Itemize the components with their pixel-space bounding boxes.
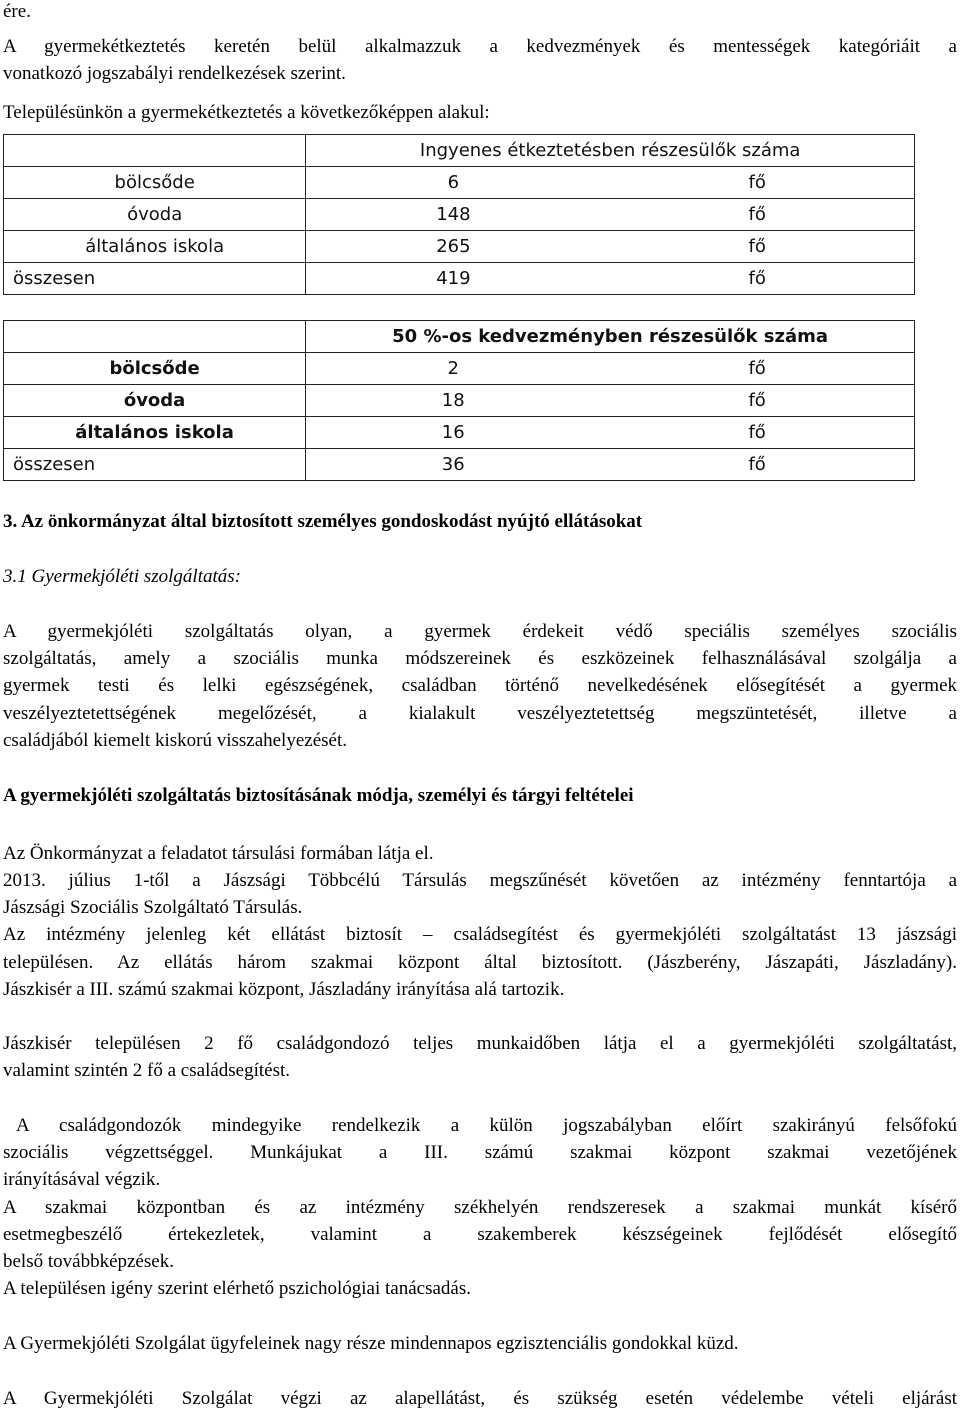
table-corner-cell [4,321,306,353]
paragraph-line: szociális végzettséggel. Munkájukat a III. számú szakmai központ szakmai vezetőjének [3,1142,957,1163]
paragraph-line: gyermek testi és lelki egészségének, családban történő nevelkedésének elősegítését a gyermek [3,675,957,696]
row-label: bölcsőde [4,353,306,385]
table-row [4,417,915,449]
paragraph-line: Az intézmény jelenleg két ellátást biztosít – családsegítést és gyermekjóléti szolgáltatást 13 jászsági [3,924,957,945]
paragraph-line: veszélyeztetettségének megelőzését, a kialakult veszélyeztetettség megszüntetését, illetve a [3,703,957,724]
paragraph-line: családjából kiemelt kiskorú visszahelyezését. [3,730,347,751]
paragraph-line: esetmegbeszélő értekezletek, valamint a szakemberek készségeinek fejlődését elősegítő [3,1224,957,1245]
paragraph-line: belső továbbképzések. [3,1251,174,1272]
table-total-row [4,263,915,295]
total-label: összesen [4,449,306,481]
row-label: óvoda [4,385,306,417]
paragraph-line: Településünkön a gyermekétkeztetés a következőképpen alakul: [3,102,490,123]
row-unit: fő [600,167,914,199]
table-header: 50 %-os kedvezményben részesülők száma [306,321,915,353]
paragraph-line: A Gyermekjóléti Szolgálat végzi az alapellátást, és szükség esetén védelembe vételi eljárást [3,1388,957,1409]
row-unit: fő [600,385,914,417]
total-label: összesen [4,263,306,295]
table-corner-cell [4,135,306,167]
total-value: 36 [306,449,601,481]
paragraph-line: A szakmai központban és az intézmény székhelyén rendszeresek a szakmai munkát kísérő [3,1197,957,1218]
table-row [4,199,915,231]
text-fragment: ére. [3,1,31,22]
table-header: Ingyenes étkeztetésben részesülők száma [306,135,915,167]
row-value: 148 [306,199,601,231]
paragraph-line: Az Önkormányzat a feladatot társulási formában látja el. [3,843,434,864]
table-total-row [4,449,915,481]
row-value: 265 [306,231,601,263]
section-heading: 3. Az önkormányzat által biztosított személyes gondoskodást nyújtó ellátásokat [3,511,643,532]
paragraph-line: Jászkisér településen 2 fő családgondozó teljes munkaidőben látja el a gyermekjóléti szolgáltatást, [3,1033,957,1054]
total-value: 419 [306,263,601,295]
paragraph-line: településen. Az ellátás három szakmai központ által biztosított. (Jászberény, Jászapáti, Jászladány). [3,952,957,973]
paragraph-line: A településen igény szerint elérhető pszichológiai tanácsadás. [3,1278,471,1299]
row-value: 18 [306,385,601,417]
row-unit: fő [600,231,914,263]
paragraph-line: Jászsági Szociális Szolgáltató Társulás. [3,897,303,918]
paragraph-line: Jászkisér a III. számú szakmai központ, Jászladány irányítása alá tartozik. [3,979,565,1000]
table-row [4,231,915,263]
table-row [4,353,915,385]
row-value: 16 [306,417,601,449]
paragraph-line: A Gyermekjóléti Szolgálat ügyfeleinek nagy része mindennapos egzisztenciális gondokkal küzd. [3,1333,739,1354]
paragraph-line: A gyermekjóléti szolgáltatás olyan, a gyermek érdekeit védő speciális személyes szociális [3,621,957,642]
row-unit: fő [600,353,914,385]
paragraph-line: vonatkozó jogszabályi rendelkezések szerint. [3,63,346,84]
subsection-heading: 3.1 Gyermekjóléti szolgáltatás: [3,566,241,587]
total-unit: fő [600,263,914,295]
row-label: óvoda [4,199,306,231]
paragraph-line: valamint szintén 2 fő a családsegítést. [3,1060,291,1081]
row-unit: fő [600,199,914,231]
free-meals-table [3,134,915,295]
discount-meals-table [3,320,915,481]
paragraph-line: irányításával végzik. [3,1169,161,1190]
row-label: általános iskola [4,417,306,449]
paragraph-line: A gyermekétkeztetés keretén belül alkalmazzuk a kedvezmények és mentességek kategóriáit a [3,36,957,57]
row-label: általános iskola [4,231,306,263]
table-row [4,385,915,417]
total-unit: fő [600,449,914,481]
row-unit: fő [600,417,914,449]
paragraph-line: szolgáltatás, amely a szociális munka módszereinek és eszközeinek felhasználásával szolgálja a [3,648,957,669]
paragraph-line: 2013. július 1-től a Jászsági Többcélú Társulás megszűnését követően az intézmény fenntartója a [3,870,957,891]
paragraph-line: A családgondozók mindegyike rendelkezik a külön jogszabályban előírt szakirányú felsőfokú [16,1115,957,1136]
row-label: bölcsőde [4,167,306,199]
section-heading: A gyermekjóléti szolgáltatás biztosításának módja, személyi és tárgyi feltételei [3,785,634,806]
row-value: 2 [306,353,601,385]
table-row [4,167,915,199]
row-value: 6 [306,167,601,199]
